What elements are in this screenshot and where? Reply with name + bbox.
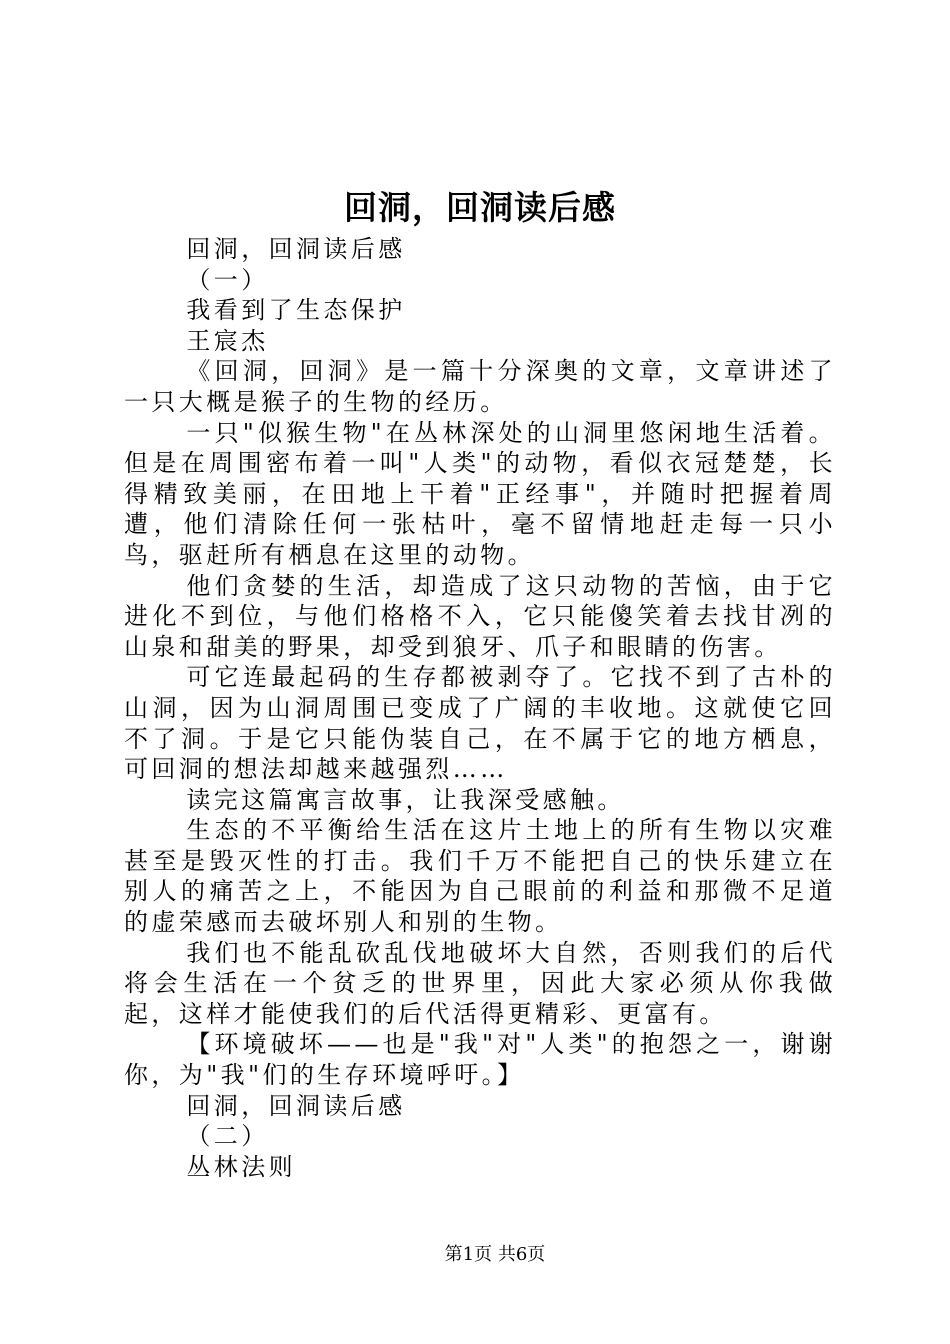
paragraph-text: 读完这篇寓言故事，让我深受感触。 [186, 785, 625, 814]
paragraph-text: 一只"似猴生物"在丛林深处的山洞里悠闲地生活着。但是在周围密布着一叫"人类"的动物，看似衣冠楚楚，长得精致美丽，在田地上干着"正经事"，并随时把握着周遭，他们清除任何一张枯叶，毫不留情地赶走每一只小鸟，驱赶所有栖息在这里的动物。 [124, 418, 836, 569]
document-body [124, 234, 836, 1182]
paragraph-section-number: （二） [186, 1122, 269, 1151]
paragraph-essay-title: 丛林法则 [186, 1152, 296, 1181]
paragraph-essay-title: 我看到了生态保护 [186, 296, 406, 325]
paragraph-text: 《回洞，回洞》是一篇十分深奥的文章，文章讲述了一只大概是猴子的生物的经历。 [124, 357, 836, 416]
paragraph-text: 我们也不能乱砍乱伐地破坏大自然，否则我们的后代将会生活在一个贫乏的世界里，因此大家必须从你我做起，这样才能使我们的后代活得更精彩、更富有。 [124, 938, 836, 1028]
paragraph-text: 他们贪婪的生活，却造成了这只动物的苦恼，由于它进化不到位，与他们格格不入，它只能傻笑着去找甘冽的山泉和甜美的野果，却受到狼牙、爪子和眼睛的伤害。 [124, 571, 836, 661]
page-footer: 第1页 共6页 [444, 1244, 546, 1265]
document-title: 回洞，回洞读后感 [344, 188, 616, 227]
paragraph-text: 可它连最起码的生存都被剥夺了。它找不到了古朴的山洞，因为山洞周围已变成了广阔的丰收地。这就使它回不了洞。于是它只能伪装自己，在不属于它的地方栖息，可回洞的想法却越来越强烈…… [124, 663, 836, 784]
paragraph-text: 生态的不平衡给生活在这片土地上的所有生物以灾难甚至是毁灭性的打击。我们千万不能把自己的快乐建立在别人的痛苦之上，不能因为自己眼前的利益和那微不足道的虚荣感而去破坏别人和别的生物。 [124, 816, 836, 937]
paragraph-subtitle: 回洞，回洞读后感 [186, 1091, 406, 1120]
paragraph-section-number: （一） [186, 265, 269, 294]
paragraph-subtitle: 回洞，回洞读后感 [186, 235, 406, 263]
paragraph-author: 王宸杰 [186, 326, 269, 355]
paragraph-text: 【环境破坏——也是"我"对"人类"的抱怨之一，谢谢你，为"我"们的生存环境呼吁。】 [124, 1030, 836, 1090]
